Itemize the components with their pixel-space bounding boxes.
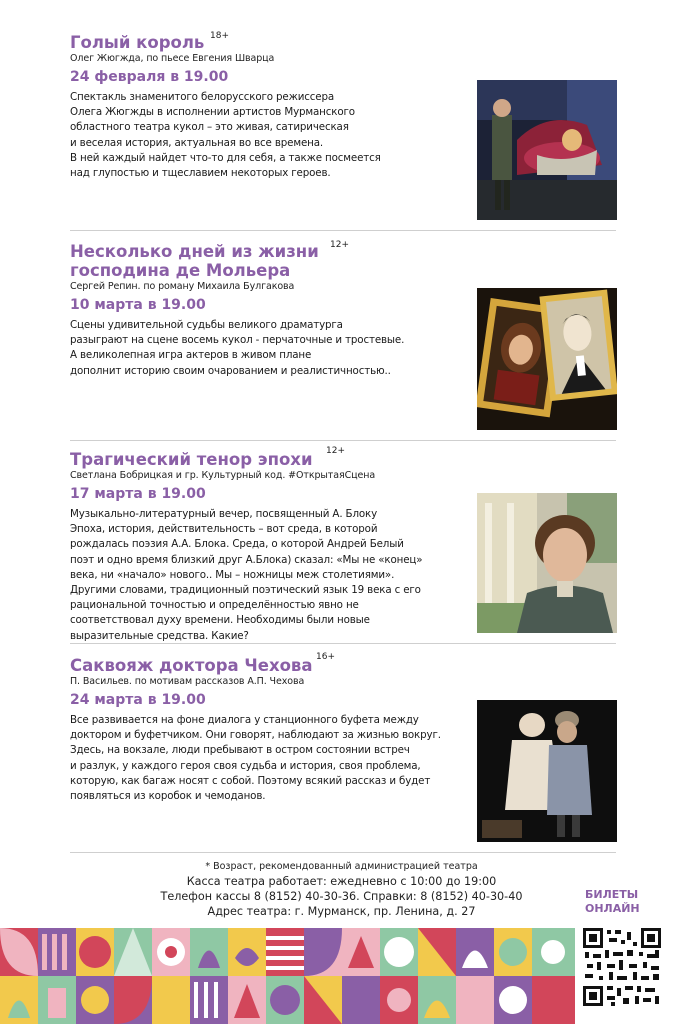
event-description bbox=[70, 713, 450, 804]
event-photo-naked-king bbox=[477, 80, 617, 220]
age-rating: 18+ bbox=[210, 31, 229, 41]
description-line: появляться из коробок и чемоданов. bbox=[70, 790, 266, 803]
age-note: * Возраст, рекомендованный администрацией театра bbox=[205, 861, 478, 872]
footer-info bbox=[0, 859, 683, 919]
event-photo-chekhov bbox=[477, 700, 617, 842]
event-description bbox=[70, 507, 450, 644]
description-line: Другими словами, традиционный поэтический язык 19 века с его bbox=[70, 584, 421, 597]
event-author: Олег Жюгжда, по пьесе Евгения Шварца bbox=[70, 53, 275, 64]
separator bbox=[70, 643, 616, 644]
event-title: Несколько дней из жизни bbox=[70, 242, 319, 261]
event-date: 17 марта в 19.00 bbox=[70, 486, 206, 502]
separator bbox=[70, 230, 616, 231]
description-line: рождалась поэзия А.А. Блока. Среда, о которой Андрей Белый bbox=[70, 538, 404, 551]
theater-address: Адрес театра: г. Мурманск, пр. Ленина, д. 27 bbox=[207, 905, 476, 918]
event-date: 10 марта в 19.00 bbox=[70, 297, 206, 313]
tickets-line: БИЛЕТЫ bbox=[585, 888, 639, 901]
age-rating: 12+ bbox=[330, 240, 349, 250]
event-title: Саквояж доктора Чехова bbox=[70, 656, 313, 675]
description-line: века, ни «начало» нового.. Мы – ножницы меж столетиями». bbox=[70, 568, 395, 581]
event-date: 24 марта в 19.00 bbox=[70, 692, 206, 708]
age-rating: 16+ bbox=[316, 652, 335, 662]
event-date: 24 февраля в 19.00 bbox=[70, 69, 229, 85]
event-author: Светлана Бобрицкая и гр. Культурный код. #ОткрытаяСцена bbox=[70, 470, 376, 481]
description-line: Сцены удивительной судьбы великого драматурга bbox=[70, 319, 343, 331]
description-line: дополнит историю своим очарованием и реалистичностью.. bbox=[70, 364, 391, 377]
separator bbox=[70, 852, 616, 853]
description-line: которую, как багаж носят с собой. Поэтому всякий рассказ и будет bbox=[70, 774, 431, 787]
description-line: разыграют на сцене восемь кукол - перчаточные и тростевые. bbox=[70, 334, 405, 347]
description-line: Олега Жюгжды в исполнении артистов Мурманского bbox=[70, 106, 355, 119]
event-author: Сергей Репин. по роману Михаила Булгакова bbox=[70, 281, 295, 292]
description-line: доктором и буфетчиком. Они говорят, наблюдают за жизнью вокруг. bbox=[70, 729, 441, 742]
description-line: Здесь, на вокзале, люди пребывают в остром состоянии встреч bbox=[70, 744, 410, 757]
description-line: А великолепная игра актеров в живом плане bbox=[70, 349, 312, 362]
description-line: выразительные средства. Какие? bbox=[70, 629, 249, 642]
description-line: Все развивается на фоне диалога у станционного буфета между bbox=[70, 714, 419, 726]
description-line: Музыкально-литературный вечер, посвященный А. Блоку bbox=[70, 508, 378, 520]
description-line: и веселая история, актуальная во все времена. bbox=[70, 136, 324, 149]
description-line: поэт и одно время близкий друг А.Блока) сказал: «Мы не «конец» bbox=[70, 553, 423, 566]
event-title: Трагический тенор эпохи bbox=[70, 450, 313, 469]
event-author: П. Васильев. по мотивам рассказов А.П. Чехова bbox=[70, 676, 305, 687]
box-office-hours: Касса театра работает: ежедневно с 10:00 до 19:00 bbox=[186, 875, 497, 888]
phone-info: Телефон кассы 8 (8152) 40-30-36. Справки: 8 (8152) 40-30-40 bbox=[160, 890, 523, 903]
separator bbox=[70, 440, 616, 441]
description-line: Спектакль знаменитого белорусского режиссера bbox=[70, 91, 335, 103]
description-line: Эпоха, история, действительность – вот среда, в которой bbox=[70, 523, 378, 536]
tickets-line: ОНЛАЙН bbox=[585, 902, 640, 915]
age-rating: 12+ bbox=[326, 446, 345, 456]
event-photo-moliere bbox=[477, 288, 617, 430]
event-title: Голый король bbox=[70, 33, 205, 52]
description-line: над глупостью и тщеславием некоторых героев. bbox=[70, 167, 331, 180]
decorative-pattern-band bbox=[0, 928, 575, 1024]
description-line: В ней каждый найдет что-то для себя, а также посмеется bbox=[70, 151, 381, 164]
description-line: рациональной точностью и определённостью явно не bbox=[70, 599, 359, 612]
qr-code[interactable] bbox=[583, 928, 661, 1006]
event-title: господина де Мольера bbox=[70, 261, 291, 280]
event-photo-blok bbox=[477, 493, 617, 633]
tickets-online-label bbox=[585, 888, 665, 916]
description-line: соответствовал духу времени. Необходимы были новые bbox=[70, 614, 370, 627]
description-line: областного театра кукол – это живая, сатирическая bbox=[70, 121, 349, 134]
event-description bbox=[70, 90, 450, 181]
description-line: и разлук, у каждого героя своя судьба и история, своя проблема, bbox=[70, 759, 421, 772]
event-description bbox=[70, 318, 450, 379]
